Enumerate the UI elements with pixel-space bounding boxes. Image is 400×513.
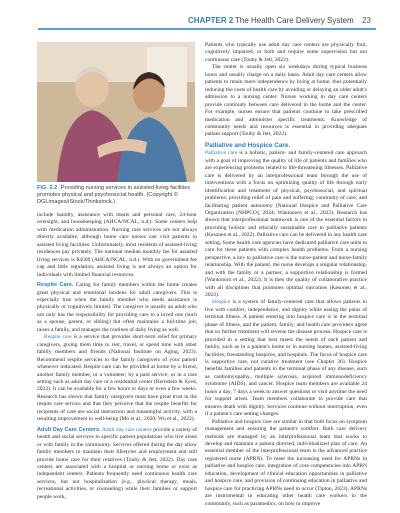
figure-label: FIG. 2.2 [37, 185, 58, 191]
keyword: Adult day care centers [100, 426, 152, 433]
paragraph [37, 334, 197, 423]
paragraph-text: is a system of family-centered care that allows patients to live with comfort, independence, and dignity while easing the pains of terminal illness. A patient entering into hospice care is in the terminal phase of illness, and the patient, family, and health care providers agree that no further treatment will reverse the disease process. Hospice care is provided in a setting that best meets the needs of each patient and family, such as in a patient's home or in nursing homes, assisted-living facilities, freestanding hospices, and hospitals. The focus of hospice care is supportive care, not curative treatment (see Chapter 36). Hospice benefits families and patients in the terminal phase of any disease, such as cardiomyopathy, multiple sclerosis, acquired immunodeficiency syndrome (AIDS), and cancer. Hospice team members are available 24 hours a day, 7 days a week to answer questions or visit anytime the need for support arises. Team members collaborate to provide care that ensures death with dignity. Services continue without interruption, even if a patient's care setting changes. [205, 299, 367, 418]
section-heading: Adult Day Care Centers. [37, 426, 101, 433]
figure-caption-text: Providing nursing services in assisted-living facilities promotes physical and psychosocial health. (Copyright © DGLimages/iStock/Thinkstock.) [37, 185, 191, 206]
keyword: Hospice [212, 299, 231, 306]
figure-caption [37, 185, 195, 207]
paragraph: include laundry, assistance with meals and personal care, 24-hour oversight, and housekeeping (AHCA/NCAL, n.d.). Some centers help with medication administration. Nursing care services are not always directly available, although home care nurses can visit patients in assisted living facilities. Unfortunately, most residents of assisted-living residences pay privately. The national median monthly fee for assisted living services is $4500 (AHCA/NCAL, n.d.). With no government fee cap and little regulation, assisted living is not always an option for individuals with limited financial resources. [37, 212, 197, 278]
paragraph [37, 427, 197, 502]
paragraph: The center is usually open six weekdays during typical business hours and usually charge on a daily basis. Adult day care centers allow patients to retain more independence by living at home, thus potentially reducing the costs of health care by avoiding or delaying an older adult's admission to a nursing center. Nurses working in day care centers provide continuity between care delivered in the home and the center. For example, nurses ensure that patients continue to take prescribed medication and administer specific treatments. Knowledge of community needs and resources is essential in providing adequate patient support (Touhy & Jett, 2022). [205, 64, 367, 138]
paragraph: Patients who typically use adult day care centers are physically frail, cognitively impaired, or both and require some supervision but not continuous care (Touhy & Jett, 2022). [205, 42, 367, 63]
keyword: Respite care [44, 334, 72, 341]
paragraph: Palliative and hospice care are similar in that both focus on symptom management and ensuring the patient's comfort. Both care delivery methods are managed by an interprofessional team that works to develop and maintain a patient directed, individualized plan of care. An essential member of the interprofessional team is the advanced practice registered nurse (APRN). To meet the increasing need for APRNs in palliative and hospice care, integration of core competencies into APRN education, development of clinical education opportunities in palliative and hospice care, and provision of continuing education in palliative and hospice care for practicing APRNs need to occur (Tipton, 2023). APRNs are instrumental in educating other health care workers in the community, such as paramedics, on how to improve [205, 418, 367, 507]
paragraph-text: provide a variety of health and social services to specific patient populations who live alone or with family in the community. Services offered during the day allow family members to maintain their lifestyles and employment and still provide home care for their relatives (Touhy & Jett, 2022). Day care centers are associated with a hospital or nursing home or exist as independent centers. Patients frequently need continuous health care services, but not hospitalization (e.g., physical therapy, meals, recreational activities, or counseling) while their families or support people work, [37, 426, 197, 500]
paragraph-text: Caring for family members within the home creates great physical and emotional burdens for adult caregivers. This is especially true when the family member who needs assistance is physically or cognitively limited. The caregiver is usually an adult who not only has the responsibility for providing care to a loved one (such as a spouse, parent, or sibling) but often maintains a full-time job, raises a family, and manages the routines of daily living as well. [37, 282, 197, 333]
right-column [205, 42, 367, 508]
section-heading: Respite Care. [37, 282, 74, 289]
paragraph [205, 150, 367, 299]
page-header [0, 0, 400, 40]
header-rule [38, 28, 376, 30]
chapter-label: CHAPTER 2 [188, 16, 234, 25]
keyword: Palliative care [205, 150, 238, 157]
paragraph [37, 282, 197, 334]
page-number: 23 [362, 16, 371, 25]
paragraph [205, 299, 367, 418]
paragraph-text: is a holistic, patient- and family-centered care approach with a goal of improving the quality of life of patients and families who are experiencing problems related to life-threatening illnesses. Palliative care is delivered by an interprofessional team through the use of interventions with a focus on optimizing quality of life through early identification and treatment of physical, psychosocial, and spiritual problems; providing relief of pain and suffering; continuity of care; and facilitating patient autonomy (National Hospice and Palliative Care Organization [NHPCO], 2024; Wantonoro et al., 2022). Research has shown that interprofessional teamwork is one of the essential factors in providing holistic and ethically sustainable care to palliative patients (Kesonen et al., 2022). Palliative care can be delivered in any health care setting. Some health care agencies have dedicated palliative care units to care for these patients with complex health problems. From a nursing perspective, a key to palliative care is the nurse-patient and nurse-family relationship. With the patient, the nurse develops a singular relationship, and with the family or a partner, a supportive relationship is formed (Wantonoro et al., 2022). It is then the quality of collaborative practice with all disciplines that promotes optimal outcomes (Kesonen et al., 2022). [205, 150, 367, 298]
section-heading: Palliative and Hospice Care. [205, 141, 291, 149]
left-column [37, 212, 197, 501]
chapter-title: The Health Care Delivery System [235, 16, 354, 25]
figure-photo [37, 42, 195, 182]
paragraph-text: is a service that provides short-term relief for primary caregivers, giving them time to rest, travel, or spend time with other family members and friends (National Institute on Aging, 2023). Recommend respite services to the family caregivers of your patient whenever indicated. Respite care can be provided at home by a friend, another family member, or a volunteer; by a paid service; or in a care setting such as adult day care or a residential center (Bernstein & Syed, 2023). It can be available for a few hours or days or even a few weeks. Research has shown that family caregivers must have great trust in the respite care service and that they perceive that the respite benefits for recipients of care are social interaction and meaningful activity, with a resulting improvement in well-being (Mo et al., 2020; Wu et al., 2022). [37, 334, 197, 423]
